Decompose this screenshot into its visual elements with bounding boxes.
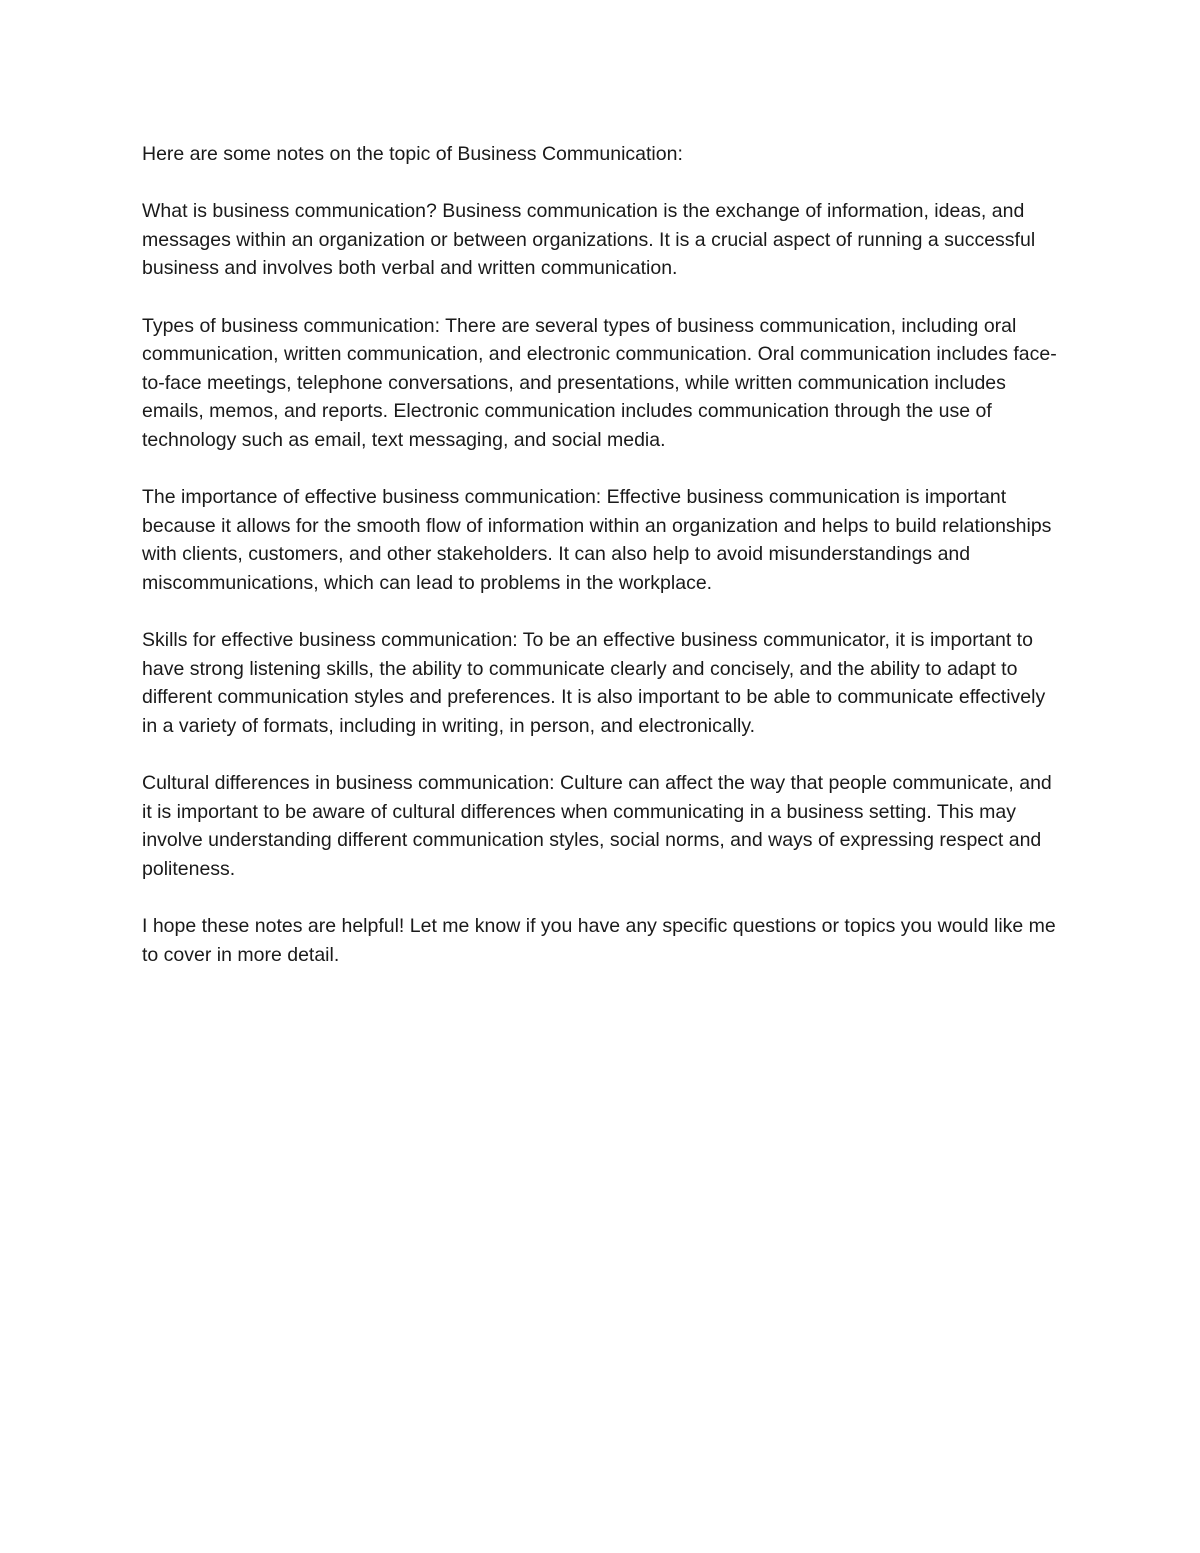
- intro-paragraph: Here are some notes on the topic of Business Communication:: [142, 143, 683, 165]
- importance-paragraph: The importance of effective business communication: Effective business communication is important because it allows for the smooth flow of information within an organization and helps to build relationships with clients, customers, and other stakeholders. It can also help to avoid misunderstandings and miscommunications, which can lead to problems in the workplace.: [142, 486, 1052, 594]
- skills-paragraph: Skills for effective business communication: To be an effective business communicator, it is important to have strong listening skills, the ability to communicate clearly and concisely, and the ability to adapt to different communication styles and preferences. It is also important to be able to communicate effectively in a variety of formats, including in writing, in person, and electronically.: [142, 629, 1046, 737]
- types-paragraph: Types of business communication: There are several types of business communication, including oral communication, written communication, and electronic communication. Oral communication includes face-to-face meetings, telephone conversations, and presentations, while written communication includes emails, memos, and reports. Electronic communication includes communication through the use of technology such as email, text messaging, and social media.: [142, 314, 1057, 451]
- definition-paragraph: What is business communication? Business communication is the exchange of information, ideas, and messages within an organization or between organizations. It is a crucial aspect of running a successful business and involves both verbal and written communication.: [142, 200, 1036, 280]
- closing-paragraph: I hope these notes are helpful! Let me know if you have any specific questions or topics you would like me to cover in more detail.: [142, 915, 1056, 966]
- cultural-differences-paragraph: Cultural differences in business communication: Culture can affect the way that people communicate, and it is important to be aware of cultural differences when communicating in a business setting. This may involve understanding different communication styles, social norms, and ways of expressing respect and politeness.: [142, 772, 1052, 880]
- document-body: [142, 140, 1058, 998]
